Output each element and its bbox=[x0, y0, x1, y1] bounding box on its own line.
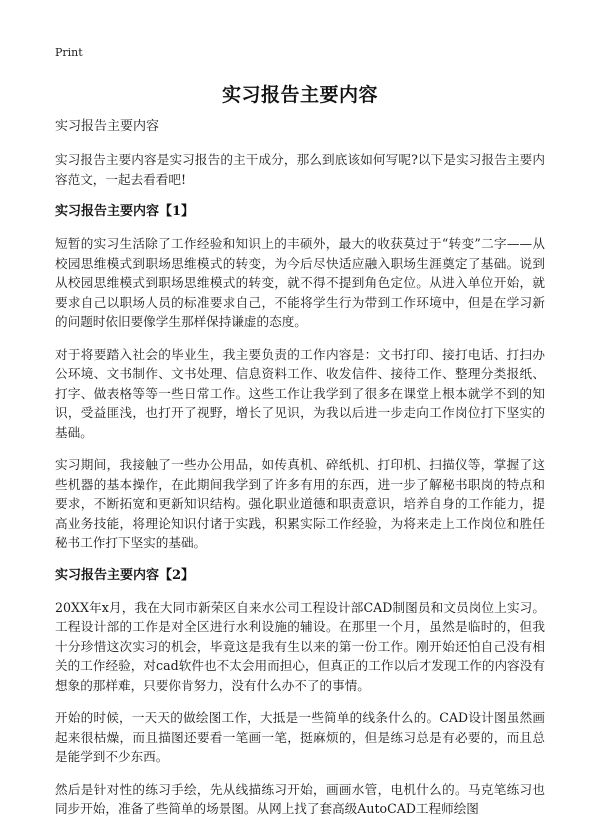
paragraph: 20XX年x月，我在大同市新荣区自来水公司工程设计部CAD制图员和文员岗位上实习。工程设计部的工作是对全区进行水利设施的辅设。在那里一个月，虽然是临时的，但我十分珍惜这次实习的机会，毕竟这是我有生以来的第一份工作。刚开始还怕自己没有相关的工作经验，对cad软件也不太会用而担心，但真正的工作以后才发现工作的内容没有想象的那样难，只要你肯努力，没有什么办不了的事情。 bbox=[55, 599, 545, 693]
document-body bbox=[55, 117, 545, 832]
section-heading: 实习报告主要内容【2】 bbox=[55, 567, 195, 583]
intro-paragraph: 实习报告主要内容是实习报告的主干成分，那么到底该如何写呢?以下是实习报告主要内容范文，一起去看看吧! bbox=[55, 152, 545, 187]
paragraph: 对于将要踏入社会的毕业生，我主要负责的工作内容是：文书打印、接打电话、打扫办公环境、文书制作、文书处理、信息资料工作、收发信件、接待工作、整理分类报纸、打字、做表格等等一些日常工作。这些工作让我学到了很多在课堂上根本就学不到的知识，受益匪浅，也打开了视野，增长了见识，为我以后进一步走向工作岗位打下坚实的基础。 bbox=[55, 346, 545, 440]
paragraph: 短暂的实习生活除了工作经验和知识上的丰硕外，最大的收获莫过于“转变”二字——从校园思维模式到职场思维模式的转变，为今后尽快适应融入职场生涯奠定了基础。说到从校园思维模式到职场思维模式的转变，就不得不提到角色定位。从进入单位开始，就要求自己以职场人员的标准要求自己，不能将学生行为带到工作环境中，但是在学习新的问题时依旧要像学生那样保持谦虚的态度。 bbox=[55, 236, 545, 329]
paragraph: 然后是针对性的练习手绘，先从线描练习开始，画画水管，电机什么的。马克笔练习也同步开始，准备了些简单的场景图。从网上找了套高级AutoCAD工程师绘图 bbox=[55, 781, 545, 816]
document-subtitle: 实习报告主要内容 bbox=[55, 119, 160, 134]
section-heading: 实习报告主要内容【1】 bbox=[55, 204, 195, 219]
print-link[interactable]: Print bbox=[55, 46, 83, 59]
page-title: 实习报告主要内容 bbox=[221, 84, 378, 106]
paragraph: 开始的时候，一天天的做绘图工作，大抵是一些简单的线条什么的。CAD设计图虽然画起来很枯燥，而且描图还要看一笔画一笔，挺麻烦的，但是练习总是有必要的，而且总是能学到不少东西。 bbox=[55, 710, 545, 764]
paragraph: 实习期间，我接触了一些办公用品，如传真机、碎纸机、打印机、扫描仪等，掌握了这些机器的基本操作，在此期间我学到了许多有用的东西，进一步了解秘书职岗的特点和要求，不断拓宽和更新知识结构。强化职业道德和职责意识，培养自身的工作能力，提高业务技能，将理论知识付诸于实践，积累实际工作经验，为将来走上工作岗位和胜任秘书工作打下坚实的基础。 bbox=[55, 457, 545, 550]
